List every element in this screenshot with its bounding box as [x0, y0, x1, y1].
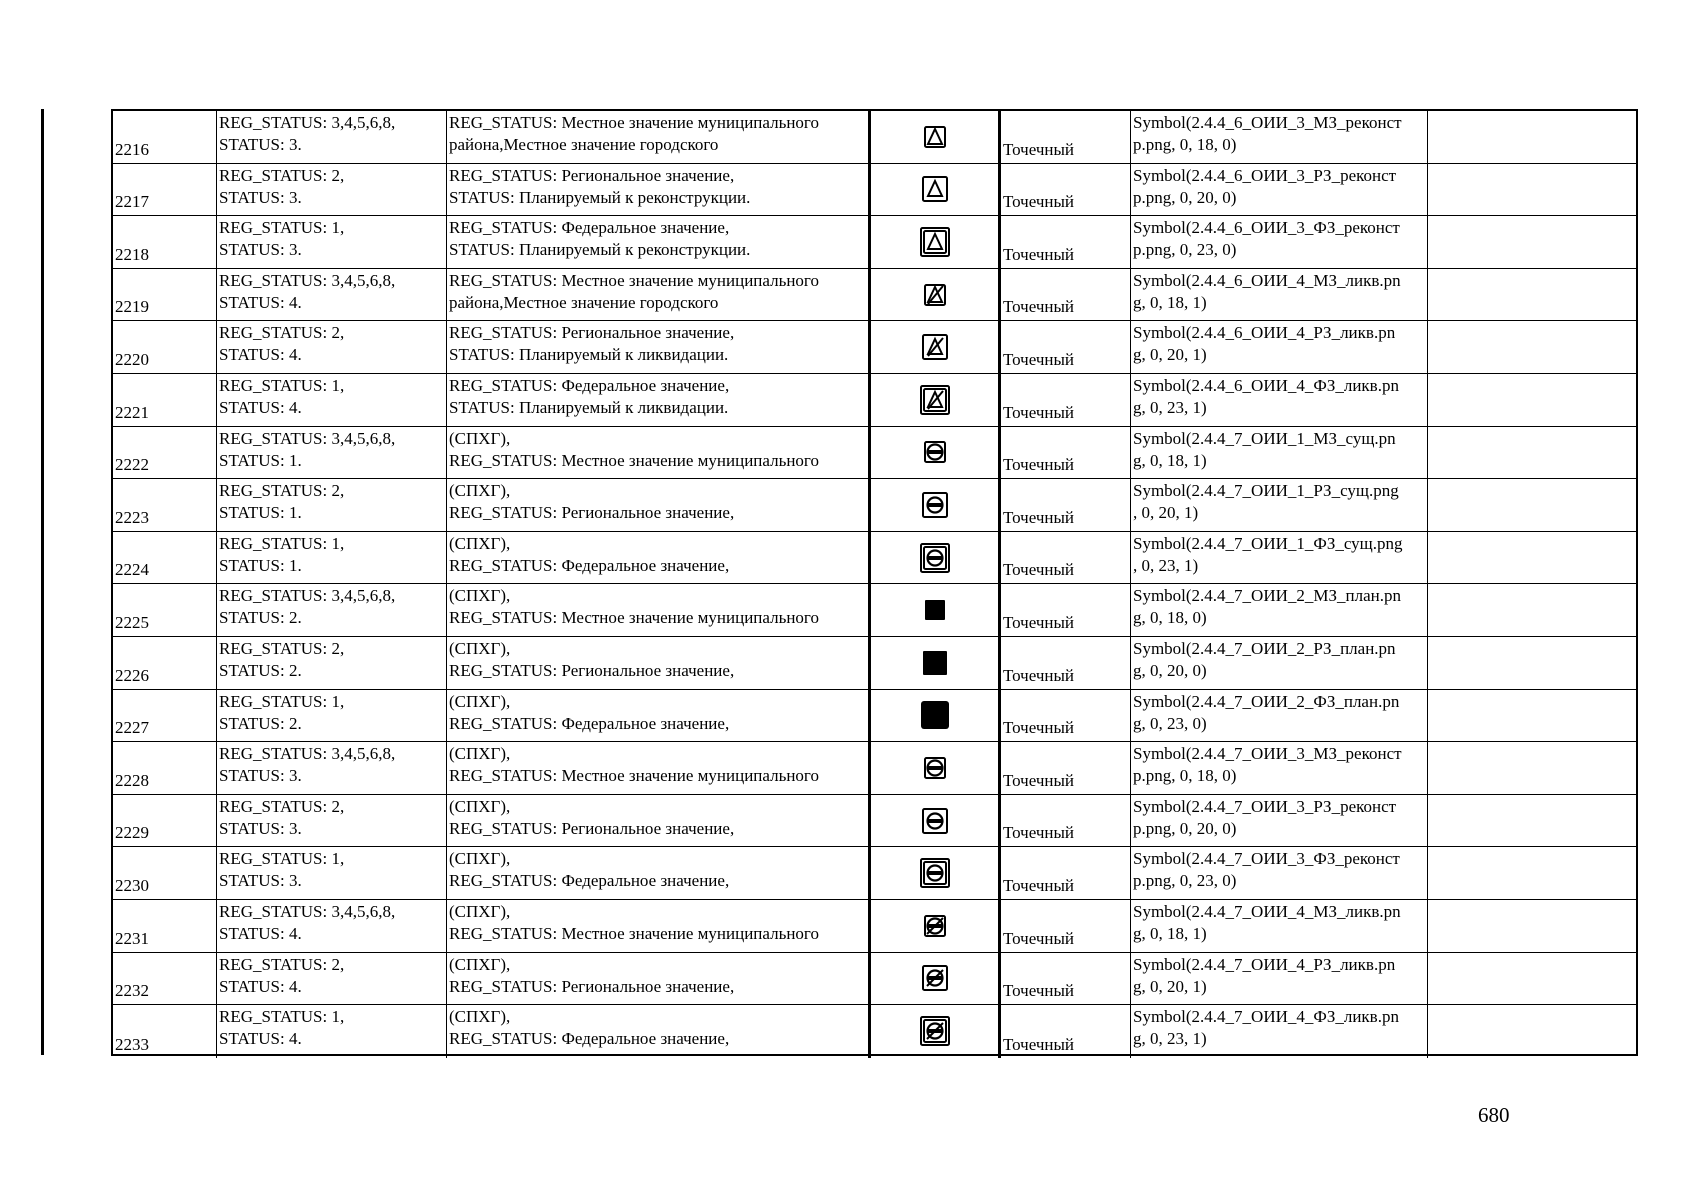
condition-cell-line: STATUS: 4. [219, 345, 302, 365]
geometry-type-cell: Точечный [1001, 847, 1131, 899]
description-cell-line: (СПХГ), [449, 954, 511, 974]
symbol-expression-cell [1131, 795, 1428, 847]
condition-cell-line: REG_STATUS: 2, [219, 796, 345, 816]
description-cell-line: (СПХГ), [449, 901, 511, 921]
description-cell [447, 584, 871, 636]
condition-cell [217, 690, 447, 742]
circle-bar-crossed-icon [915, 958, 955, 998]
description-cell-line: (СПХГ), [449, 481, 511, 501]
geometry-type-cell: Точечный [1001, 532, 1131, 584]
empty-cell [1428, 269, 1636, 321]
geometry-type-cell: Точечный [1001, 164, 1131, 216]
condition-cell [217, 111, 447, 163]
triangle-icon [915, 222, 955, 262]
margin-rule [41, 109, 44, 1055]
row-id: 2222 [113, 427, 217, 479]
symbol-cell [871, 795, 1001, 847]
condition-cell-line: STATUS: 2. [219, 713, 302, 733]
symbol-cell [871, 111, 1001, 163]
description-cell-line: REG_STATUS: Федеральное значение, [449, 555, 730, 575]
row-id: 2232 [113, 953, 217, 1005]
empty-cell [1428, 216, 1636, 268]
table-row [113, 111, 1636, 164]
description-cell-line: REG_STATUS: Местное значение муниципального [449, 608, 819, 628]
table-row [113, 1005, 1636, 1058]
row-id: 2220 [113, 321, 217, 373]
description-cell-line: STATUS: Планируемый к ликвидации. [449, 345, 729, 365]
description-cell-line: REG_STATUS: Местное значение муниципального [449, 766, 819, 786]
description-cell [447, 374, 871, 426]
description-cell-line: REG_STATUS: Региональное значение, [449, 818, 735, 838]
table-row [113, 690, 1636, 743]
description-cell-line: REG_STATUS: Региональное значение, [449, 503, 735, 523]
symbol-expression-cell [1131, 953, 1428, 1005]
row-id: 2218 [113, 216, 217, 268]
row-id: 2217 [113, 164, 217, 216]
symbol-expression-cell-line: Symbol(2.4.4_7_ОИИ_1_РЗ_сущ.png [1133, 481, 1399, 501]
symbol-expression-cell-line: р.png, 0, 18, 0) [1133, 135, 1237, 154]
filled-square-icon [915, 590, 955, 630]
description-cell-line: REG_STATUS: Федеральное значение, [449, 375, 730, 395]
symbol-cell [871, 427, 1001, 479]
symbol-expression-cell-line: , 0, 23, 1) [1133, 555, 1199, 575]
condition-cell [217, 795, 447, 847]
row-id: 2229 [113, 795, 217, 847]
page-number: 680 [1478, 1103, 1510, 1127]
description-cell [447, 1005, 871, 1058]
description-cell-line: REG_STATUS: Местное значение муниципального [449, 113, 819, 132]
row-id: 2227 [113, 690, 217, 742]
symbol-cell [871, 900, 1001, 952]
condition-cell [217, 637, 447, 689]
symbol-expression-cell [1131, 847, 1428, 899]
table-row [113, 795, 1636, 848]
description-cell-line: REG_STATUS: Региональное значение, [449, 165, 735, 185]
geometry-type-cell: Точечный [1001, 374, 1131, 426]
geometry-type-cell: Точечный [1001, 637, 1131, 689]
symbol-expression-cell [1131, 637, 1428, 689]
symbol-expression-cell-line: Symbol(2.4.4_6_ОИИ_3_МЗ_реконст [1133, 113, 1402, 132]
condition-cell [217, 427, 447, 479]
table-row [113, 584, 1636, 637]
condition-cell-line: REG_STATUS: 3,4,5,6,8, [219, 586, 396, 606]
description-cell-line: REG_STATUS: Местное значение муниципального [449, 270, 819, 290]
symbol-expression-cell-line: р.png, 0, 18, 0) [1133, 766, 1237, 786]
condition-cell-line: STATUS: 1. [219, 555, 302, 575]
symbol-expression-cell [1131, 216, 1428, 268]
triangle-icon [915, 169, 955, 209]
geometry-type-cell: Точечный [1001, 269, 1131, 321]
description-cell-line: REG_STATUS: Местное значение муниципального [449, 923, 819, 943]
geometry-type-cell: Точечный [1001, 216, 1131, 268]
description-cell [447, 742, 871, 794]
condition-cell-line: REG_STATUS: 2, [219, 481, 345, 501]
table-row [113, 953, 1636, 1006]
condition-cell [217, 953, 447, 1005]
symbol-expression-cell [1131, 164, 1428, 216]
symbol-expression-cell [1131, 269, 1428, 321]
symbol-expression-cell-line: g, 0, 18, 1) [1133, 450, 1207, 470]
symbol-expression-cell-line: Symbol(2.4.4_7_ОИИ_4_МЗ_ликв.pn [1133, 901, 1401, 921]
symbol-expression-cell-line: g, 0, 18, 0) [1133, 608, 1207, 628]
description-cell-line: (СПХГ), [449, 744, 511, 764]
filled-square-icon [915, 695, 955, 735]
symbol-expression-cell [1131, 1005, 1428, 1058]
condition-cell-line: STATUS: 3. [219, 766, 302, 786]
condition-cell-line: STATUS: 4. [219, 397, 302, 417]
condition-cell-line: STATUS: 2. [219, 660, 302, 680]
condition-cell-line: REG_STATUS: 3,4,5,6,8, [219, 901, 396, 921]
geometry-type-cell: Точечный [1001, 584, 1131, 636]
empty-cell [1428, 1005, 1636, 1058]
symbol-expression-cell [1131, 374, 1428, 426]
description-cell [447, 111, 871, 163]
condition-cell-line: REG_STATUS: 3,4,5,6,8, [219, 744, 396, 764]
symbol-expression-cell-line: Symbol(2.4.4_7_ОИИ_1_ФЗ_сущ.png [1133, 533, 1403, 553]
empty-cell [1428, 953, 1636, 1005]
table-row [113, 427, 1636, 480]
condition-cell [217, 479, 447, 531]
description-cell [447, 532, 871, 584]
table-row [113, 847, 1636, 900]
filled-square-icon [915, 643, 955, 683]
description-cell-line: REG_STATUS: Региональное значение, [449, 660, 735, 680]
condition-cell [217, 900, 447, 952]
symbol-expression-cell-line: р.png, 0, 23, 0) [1133, 240, 1237, 260]
symbol-cell [871, 584, 1001, 636]
empty-cell [1428, 900, 1636, 952]
condition-cell-line: REG_STATUS: 3,4,5,6,8, [219, 113, 396, 132]
condition-cell [217, 742, 447, 794]
symbol-expression-cell-line: g, 0, 20, 1) [1133, 976, 1207, 996]
symbol-expression-cell-line: Symbol(2.4.4_7_ОИИ_3_МЗ_реконст [1133, 744, 1402, 764]
description-cell [447, 216, 871, 268]
geometry-type-cell: Точечный [1001, 900, 1131, 952]
description-cell-line: (СПХГ), [449, 1007, 511, 1027]
condition-cell-line: STATUS: 4. [219, 292, 302, 312]
symbol-expression-cell-line: Symbol(2.4.4_6_ОИИ_4_РЗ_ликв.pn [1133, 323, 1396, 343]
symbol-expression-cell-line: g, 0, 23, 1) [1133, 397, 1207, 417]
symbol-expression-cell [1131, 900, 1428, 952]
condition-cell-line: REG_STATUS: 1, [219, 849, 345, 869]
row-id: 2216 [113, 111, 217, 163]
description-cell-line: STATUS: Планируемый к ликвидации. [449, 397, 729, 417]
empty-cell [1428, 847, 1636, 899]
condition-cell-line: REG_STATUS: 2, [219, 165, 345, 185]
description-cell-line: REG_STATUS: Федеральное значение, [449, 713, 730, 733]
symbol-expression-cell [1131, 321, 1428, 373]
symbol-expression-cell-line: g, 0, 18, 1) [1133, 923, 1207, 943]
circle-bar-icon [915, 748, 955, 788]
description-cell-line: STATUS: Планируемый к реконструкции. [449, 240, 751, 260]
symbol-expression-cell-line: р.png, 0, 20, 0) [1133, 187, 1237, 207]
condition-cell [217, 374, 447, 426]
description-cell-line: (СПХГ), [449, 586, 511, 606]
description-cell-line: (СПХГ), [449, 638, 511, 658]
row-id: 2223 [113, 479, 217, 531]
condition-cell [217, 1005, 447, 1058]
empty-cell [1428, 111, 1636, 163]
description-cell-line: REG_STATUS: Местное значение муниципального [449, 450, 819, 470]
empty-cell [1428, 742, 1636, 794]
triangle-icon [915, 117, 955, 157]
table-row [113, 374, 1636, 427]
condition-cell-line: STATUS: 2. [219, 608, 302, 628]
symbol-expression-cell-line: р.png, 0, 23, 0) [1133, 871, 1237, 891]
condition-cell [217, 321, 447, 373]
geometry-type-cell: Точечный [1001, 479, 1131, 531]
condition-cell-line: STATUS: 4. [219, 976, 302, 996]
condition-cell [217, 216, 447, 268]
condition-cell [217, 584, 447, 636]
symbol-cell [871, 216, 1001, 268]
circle-bar-icon [915, 853, 955, 893]
description-cell [447, 847, 871, 899]
geometry-type-cell: Точечный [1001, 427, 1131, 479]
empty-cell [1428, 584, 1636, 636]
symbol-cell [871, 164, 1001, 216]
condition-cell-line: STATUS: 3. [219, 135, 302, 154]
symbol-expression-cell-line: g, 0, 20, 0) [1133, 660, 1207, 680]
triangle-crossed-icon [915, 380, 955, 420]
description-cell-line: REG_STATUS: Региональное значение, [449, 323, 735, 343]
table-row [113, 532, 1636, 585]
table-row [113, 742, 1636, 795]
description-cell [447, 900, 871, 952]
row-id: 2219 [113, 269, 217, 321]
symbol-expression-cell [1131, 479, 1428, 531]
empty-cell [1428, 479, 1636, 531]
condition-cell-line: STATUS: 4. [219, 923, 302, 943]
table-row [113, 321, 1636, 374]
symbol-expression-cell [1131, 690, 1428, 742]
condition-cell-line: STATUS: 3. [219, 187, 302, 207]
condition-cell-line: STATUS: 4. [219, 1029, 302, 1049]
symbol-expression-cell-line: р.png, 0, 20, 0) [1133, 818, 1237, 838]
symbol-expression-cell-line: Symbol(2.4.4_7_ОИИ_3_ФЗ_реконст [1133, 849, 1400, 869]
symbol-cell [871, 847, 1001, 899]
row-id: 2221 [113, 374, 217, 426]
symbol-expression-cell-line: Symbol(2.4.4_6_ОИИ_3_РЗ_реконст [1133, 165, 1397, 185]
description-cell [447, 269, 871, 321]
triangle-crossed-icon [915, 275, 955, 315]
symbol-expression-cell-line: g, 0, 18, 1) [1133, 292, 1207, 312]
symbol-expression-cell-line: Symbol(2.4.4_7_ОИИ_4_ФЗ_ликв.pn [1133, 1007, 1399, 1027]
empty-cell [1428, 427, 1636, 479]
condition-cell [217, 847, 447, 899]
condition-cell-line: REG_STATUS: 1, [219, 1007, 345, 1027]
table-row [113, 269, 1636, 322]
geometry-type-cell: Точечный [1001, 953, 1131, 1005]
description-cell-line: REG_STATUS: Федеральное значение, [449, 1029, 730, 1049]
description-cell-line: района,Местное значение городского [449, 135, 719, 154]
empty-cell [1428, 374, 1636, 426]
description-cell-line: STATUS: Планируемый к реконструкции. [449, 187, 751, 207]
table-row [113, 164, 1636, 217]
symbol-table [111, 109, 1638, 1056]
condition-cell [217, 164, 447, 216]
empty-cell [1428, 532, 1636, 584]
condition-cell-line: STATUS: 1. [219, 503, 302, 523]
symbol-expression-cell-line: g, 0, 20, 1) [1133, 345, 1207, 365]
description-cell-line: (СПХГ), [449, 533, 511, 553]
empty-cell [1428, 637, 1636, 689]
description-cell-line: района,Местное значение городского [449, 292, 719, 312]
circle-bar-icon [915, 801, 955, 841]
symbol-expression-cell [1131, 111, 1428, 163]
symbol-expression-cell-line: Symbol(2.4.4_7_ОИИ_1_МЗ_сущ.pn [1133, 428, 1396, 448]
empty-cell [1428, 321, 1636, 373]
symbol-expression-cell-line: Symbol(2.4.4_7_ОИИ_2_МЗ_план.pn [1133, 586, 1401, 606]
description-cell [447, 637, 871, 689]
symbol-cell [871, 1005, 1001, 1058]
condition-cell-line: REG_STATUS: 3,4,5,6,8, [219, 270, 396, 290]
circle-bar-icon [915, 432, 955, 472]
circle-bar-crossed-icon [915, 1011, 955, 1051]
condition-cell-line: REG_STATUS: 1, [219, 375, 345, 395]
geometry-type-cell: Точечный [1001, 321, 1131, 373]
symbol-expression-cell-line: , 0, 20, 1) [1133, 503, 1199, 523]
symbol-expression-cell-line: Symbol(2.4.4_7_ОИИ_2_ФЗ_план.pn [1133, 691, 1400, 711]
condition-cell-line: REG_STATUS: 1, [219, 533, 345, 553]
description-cell-line: REG_STATUS: Региональное значение, [449, 976, 735, 996]
description-cell [447, 479, 871, 531]
row-id: 2224 [113, 532, 217, 584]
condition-cell-line: STATUS: 1. [219, 450, 302, 470]
condition-cell-line: REG_STATUS: 2, [219, 954, 345, 974]
description-cell [447, 164, 871, 216]
condition-cell-line: REG_STATUS: 1, [219, 218, 345, 238]
condition-cell-line: REG_STATUS: 3,4,5,6,8, [219, 428, 396, 448]
symbol-cell [871, 269, 1001, 321]
condition-cell-line: REG_STATUS: 2, [219, 323, 345, 343]
table-row [113, 637, 1636, 690]
symbol-expression-cell-line: Symbol(2.4.4_7_ОИИ_4_РЗ_ликв.pn [1133, 954, 1396, 974]
description-cell [447, 953, 871, 1005]
symbol-expression-cell [1131, 532, 1428, 584]
symbol-expression-cell-line: Symbol(2.4.4_6_ОИИ_4_МЗ_ликв.pn [1133, 270, 1401, 290]
description-cell [447, 795, 871, 847]
symbol-cell [871, 637, 1001, 689]
table-row [113, 479, 1636, 532]
geometry-type-cell: Точечный [1001, 690, 1131, 742]
description-cell-line: REG_STATUS: Федеральное значение, [449, 218, 730, 238]
symbol-expression-cell-line: g, 0, 23, 1) [1133, 1029, 1207, 1049]
description-cell [447, 427, 871, 479]
empty-cell [1428, 164, 1636, 216]
symbol-cell [871, 742, 1001, 794]
symbol-expression-cell [1131, 584, 1428, 636]
symbol-cell [871, 479, 1001, 531]
condition-cell [217, 532, 447, 584]
symbol-expression-cell-line: Symbol(2.4.4_6_ОИИ_4_ФЗ_ликв.pn [1133, 375, 1399, 395]
empty-cell [1428, 690, 1636, 742]
geometry-type-cell: Точечный [1001, 111, 1131, 163]
description-cell-line: REG_STATUS: Федеральное значение, [449, 871, 730, 891]
description-cell-line: (СПХГ), [449, 796, 511, 816]
row-id: 2226 [113, 637, 217, 689]
condition-cell-line: REG_STATUS: 2, [219, 638, 345, 658]
circle-bar-icon [915, 538, 955, 578]
description-cell-line: (СПХГ), [449, 691, 511, 711]
condition-cell [217, 269, 447, 321]
symbol-expression-cell-line: Symbol(2.4.4_6_ОИИ_3_ФЗ_реконст [1133, 218, 1400, 238]
symbol-cell [871, 690, 1001, 742]
circle-bar-crossed-icon [915, 906, 955, 946]
symbol-cell [871, 374, 1001, 426]
description-cell [447, 321, 871, 373]
row-id: 2228 [113, 742, 217, 794]
row-id: 2225 [113, 584, 217, 636]
description-cell-line: (СПХГ), [449, 849, 511, 869]
symbol-cell [871, 532, 1001, 584]
table-row [113, 900, 1636, 953]
row-id: 2231 [113, 900, 217, 952]
symbol-cell [871, 321, 1001, 373]
circle-bar-icon [915, 485, 955, 525]
row-id: 2230 [113, 847, 217, 899]
symbol-cell [871, 953, 1001, 1005]
geometry-type-cell: Точечный [1001, 1005, 1131, 1058]
description-cell [447, 690, 871, 742]
condition-cell-line: REG_STATUS: 1, [219, 691, 345, 711]
symbol-expression-cell-line: g, 0, 23, 0) [1133, 713, 1207, 733]
condition-cell-line: STATUS: 3. [219, 871, 302, 891]
description-cell-line: (СПХГ), [449, 428, 511, 448]
symbol-expression-cell [1131, 427, 1428, 479]
symbol-expression-cell-line: Symbol(2.4.4_7_ОИИ_2_РЗ_план.pn [1133, 638, 1396, 658]
table-row [113, 216, 1636, 269]
row-id: 2233 [113, 1005, 217, 1058]
geometry-type-cell: Точечный [1001, 795, 1131, 847]
symbol-expression-cell-line: Symbol(2.4.4_7_ОИИ_3_РЗ_реконст [1133, 796, 1397, 816]
triangle-crossed-icon [915, 327, 955, 367]
symbol-expression-cell [1131, 742, 1428, 794]
empty-cell [1428, 795, 1636, 847]
condition-cell-line: STATUS: 3. [219, 818, 302, 838]
condition-cell-line: STATUS: 3. [219, 240, 302, 260]
geometry-type-cell: Точечный [1001, 742, 1131, 794]
